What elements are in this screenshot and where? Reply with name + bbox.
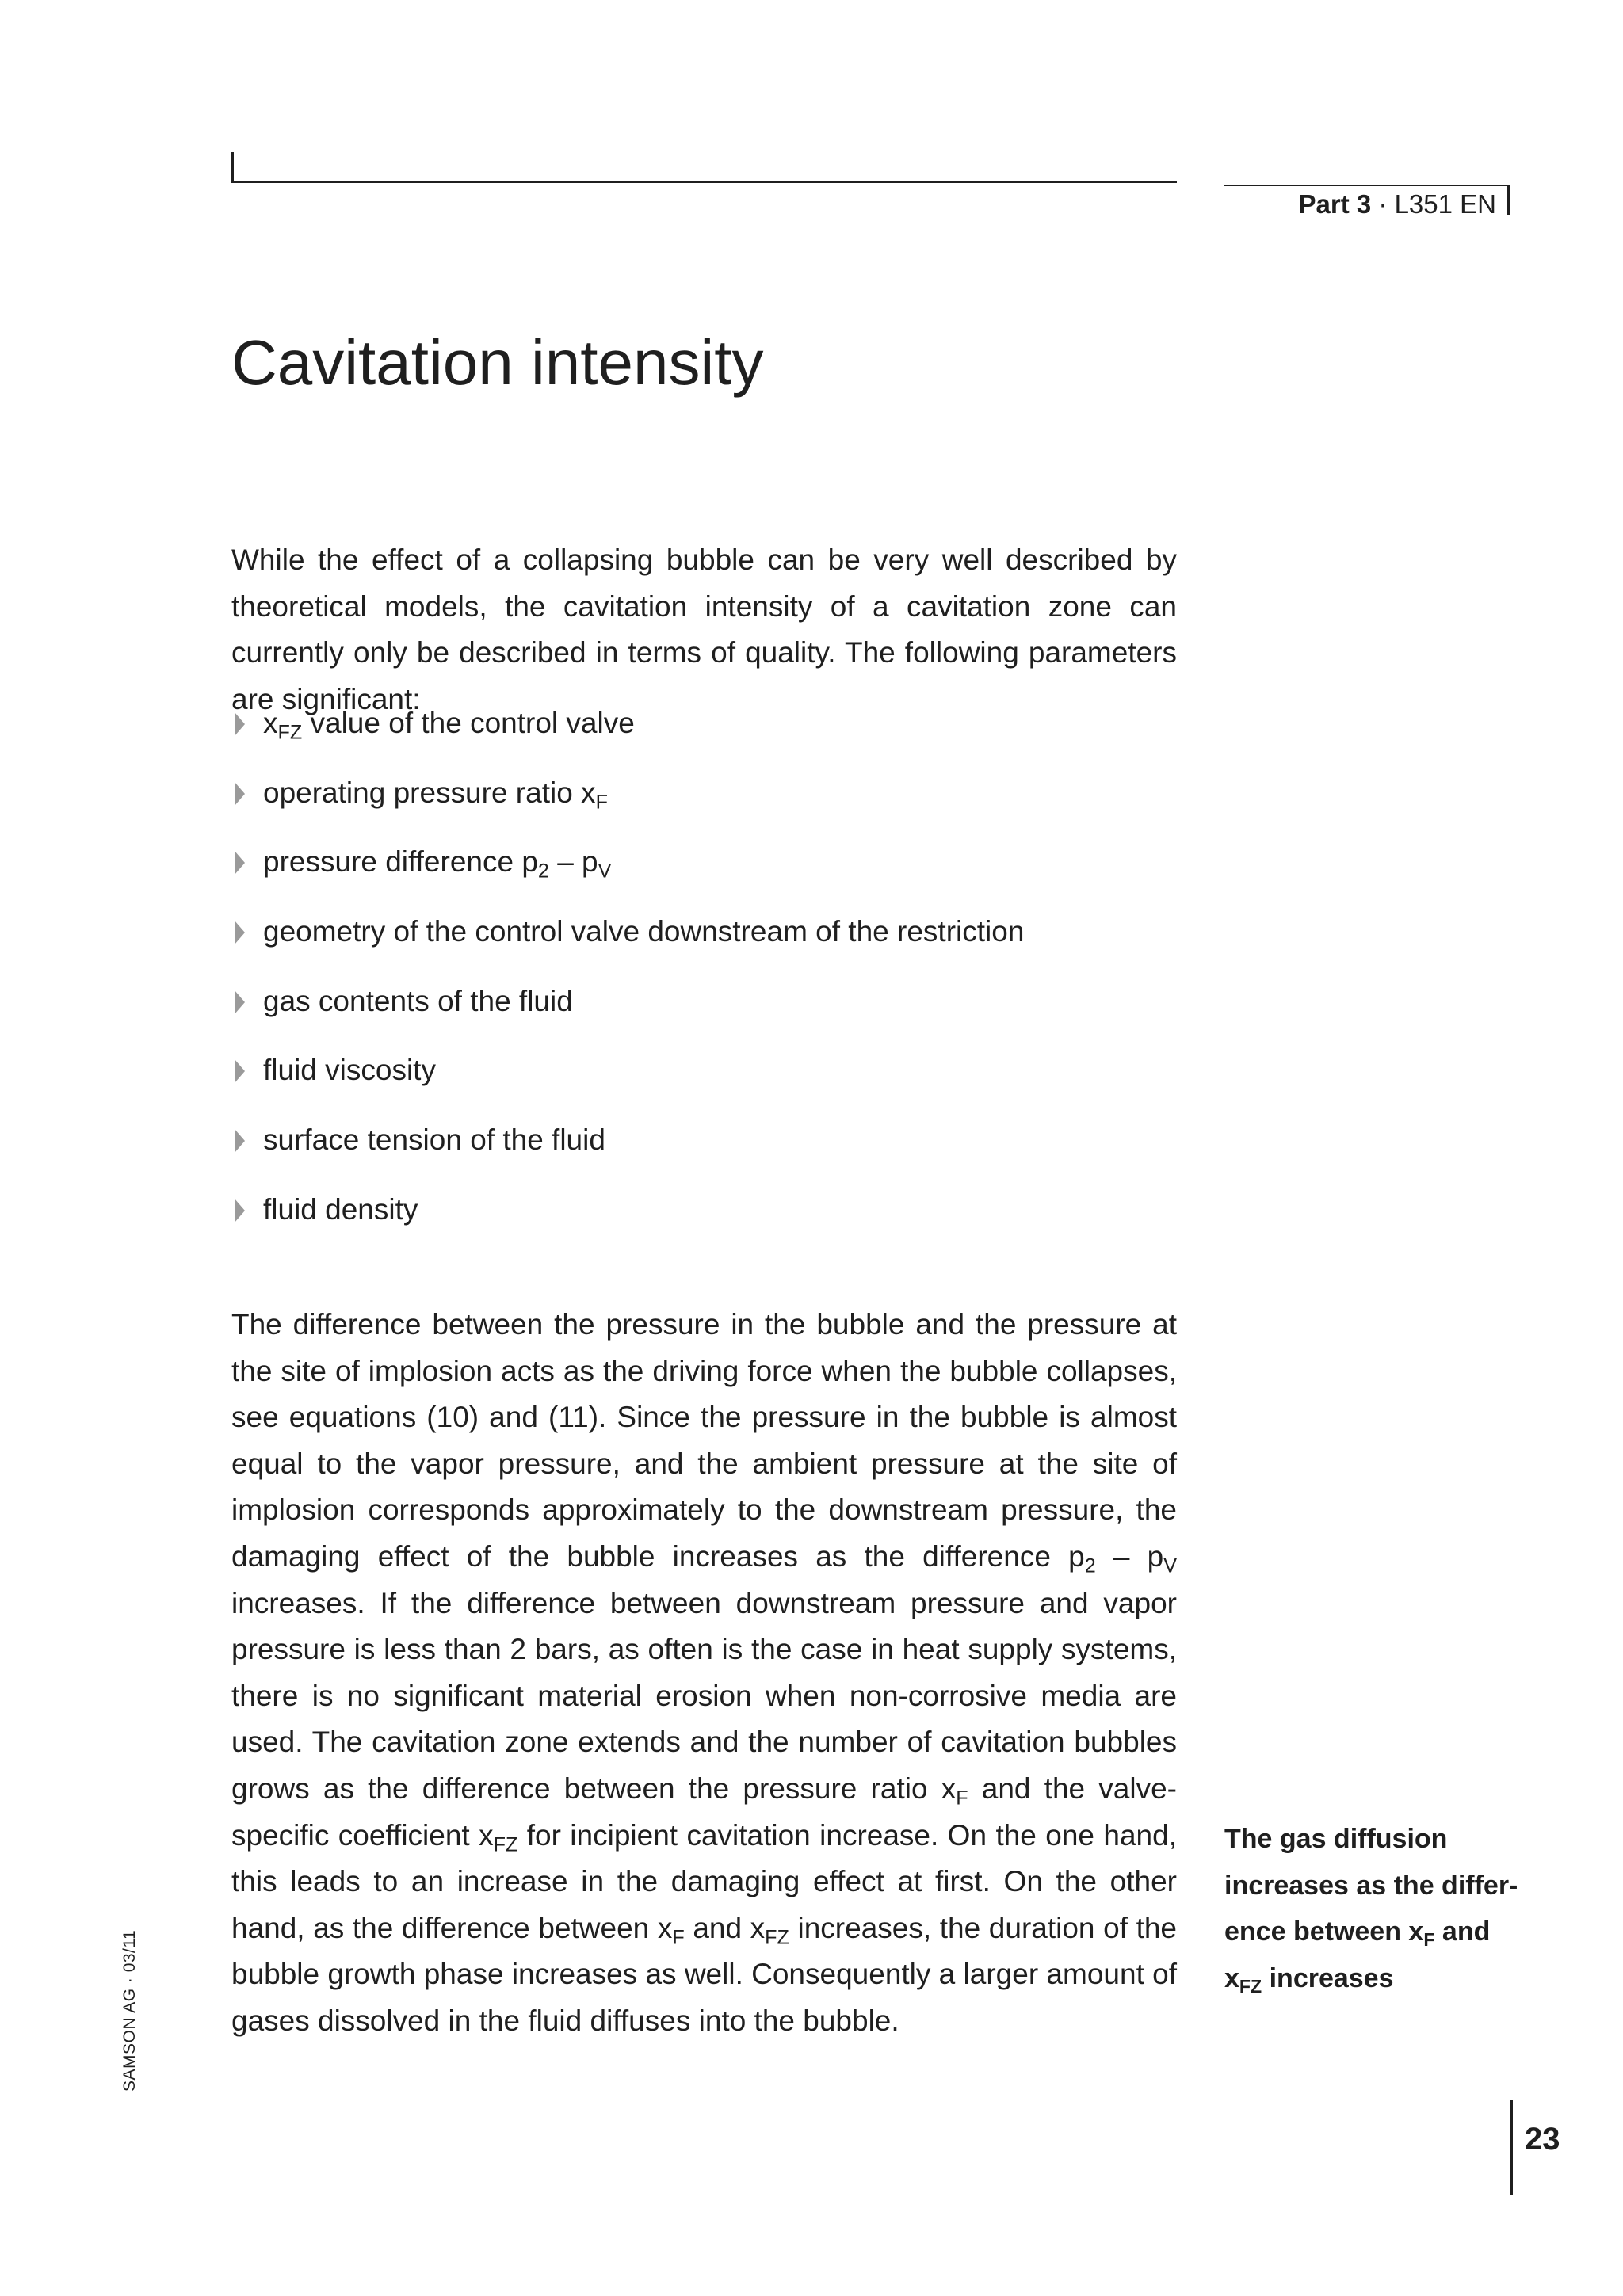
list-item: surface tension of the fluid (231, 1117, 1177, 1187)
part-number: Part 3 (1298, 189, 1372, 219)
intro-paragraph: While the effect of a collapsing bubble can be very well described by theoretical models, the cavitation intensity of a cavitation zone can currently only be described in terms of quality. The following parameters are significant: (231, 543, 1177, 715)
bullet-triangle-icon (235, 712, 245, 736)
list-item: fluid density (231, 1187, 1177, 1257)
bullet-triangle-icon (235, 851, 245, 875)
bullet-triangle-icon (235, 990, 245, 1014)
header-rule-tick-right (1507, 185, 1510, 215)
page-number-rule (1510, 2100, 1513, 2195)
list-item: pressure difference $p_2 - p_V$ (231, 839, 1177, 909)
body-paragraph: The difference between the pressure in the bubble and the pressure at the site of implosion acts as the driving force when the bubble collapses, see equations (10) and (11). Since the pressure in the bubble is almost equal to the vapor pressure, and the ambient pressure at the site of implosion corresponds approximately to the downstream pressure, the damaging effect of the bubble increases as the difference $p_2 - p_V$ increases. If the difference between downstream pressure and vapor pressure is less than 2 bars, as often is the case in heat supply systems, there is no significant material erosion when non-corrosive media are used. The cavitation zone extends and the number of cavitation bubbles grows as the difference between the pressure ratio $x_F$ and the valve-specific coefficient $x_{FZ}$ for incipient cavitation increase. On the one hand, this leads to an increase in the damaging effect at first. On the other hand, as the difference between $x_F$ and $x_{FZ}$ increases, the duration of the bubble growth phase increases as well. Consequently a larger amount of gases dissolved in the fluid diffuses into the bubble. (231, 1308, 1178, 2037)
list-item: fluid viscosity (231, 1047, 1177, 1117)
header-part-label (1299, 187, 1496, 222)
bullet-triangle-icon (235, 921, 245, 944)
bullet-triangle-icon (235, 1199, 245, 1222)
list-item: $x_{FZ}$ value of the control valve (231, 700, 1177, 770)
header-side-rule (1224, 185, 1510, 186)
list-item: gas contents of the fluid (231, 978, 1177, 1048)
page-number: 23 (1525, 2122, 1560, 2157)
bullet-triangle-icon (235, 1059, 245, 1083)
page-title: Cavitation intensity (231, 327, 764, 398)
parameter-list (231, 700, 1177, 1257)
list-item: geometry of the control valve downstream of the restriction (231, 909, 1177, 978)
margin-note: The gas diffusion increases as the differ- ence between $x_F$ and $x_{FZ}$ increases (1224, 1824, 1518, 1997)
header-rule-tick-left (231, 152, 234, 183)
doc-code: · L351 EN (1371, 189, 1496, 219)
bullet-triangle-icon (235, 1129, 245, 1153)
bullet-triangle-icon (235, 782, 245, 806)
list-item: operating pressure ratio $x_F$ (231, 770, 1177, 840)
header-rule (231, 181, 1177, 183)
publisher-date-label: SAMSON AG · 03/11 (120, 1929, 139, 2092)
